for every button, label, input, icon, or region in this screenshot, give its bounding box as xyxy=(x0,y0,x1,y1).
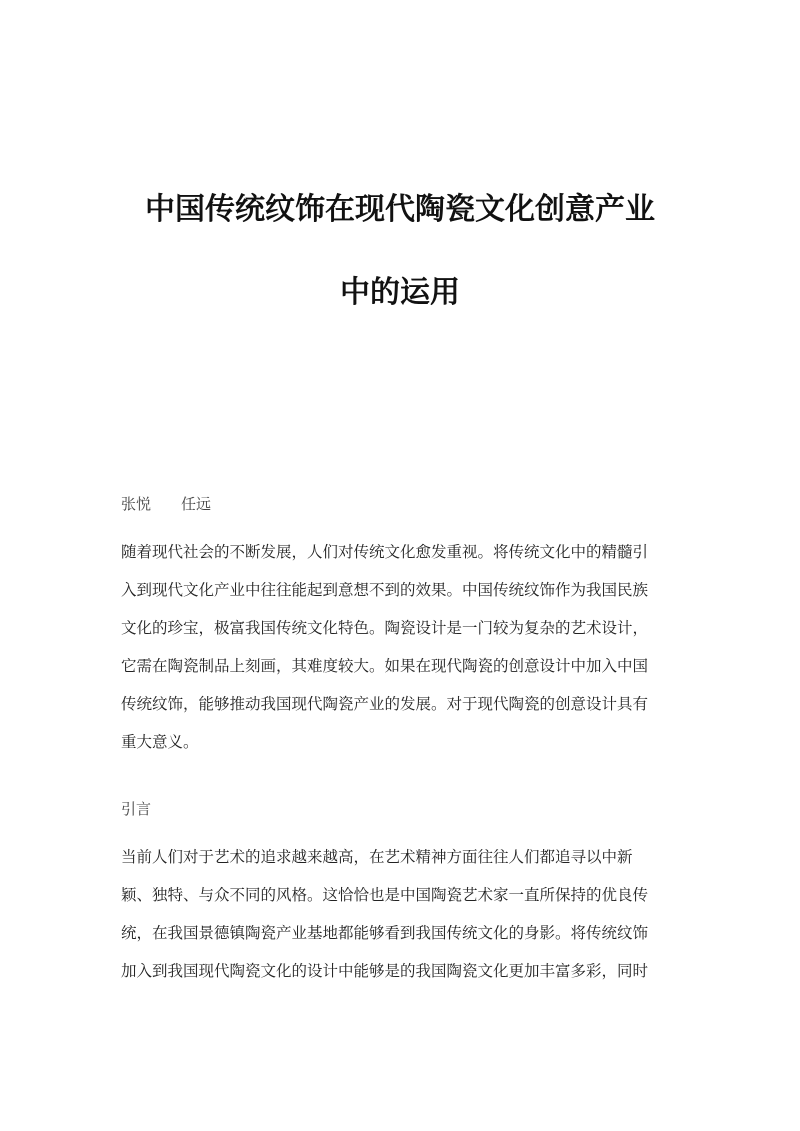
abstract-line: 它需在陶瓷制品上刻画，其难度较大。如果在现代陶瓷的创意设计中加入中国 xyxy=(121,657,649,675)
authors: 张悦 任远 xyxy=(121,495,212,513)
abstract-line: 传统纹饰，能够推动我国现代陶瓷产业的发展。对于现代陶瓷的创意设计具有 xyxy=(121,695,649,713)
abstract-line: 文化的珍宝，极富我国传统文化特色。陶瓷设计是一门较为复杂的艺术设计， xyxy=(121,619,649,637)
abstract-line: 随着现代社会的不断发展，人们对传统文化愈发重视。将传统文化中的精髓引 xyxy=(121,543,649,561)
abstract-line: 入到现代文化产业中往往能起到意想不到的效果。中国传统纹饰作为我国民族 xyxy=(121,581,649,599)
intro-line: 当前人们对于艺术的追求越来越高，在艺术精神方面往往人们都追寻以中新 xyxy=(121,848,633,866)
intro-line: 统，在我国景德镇陶瓷产业基地都能够看到我国传统文化的身影。将传统纹饰 xyxy=(121,924,649,942)
abstract-line: 重大意义。 xyxy=(121,733,199,751)
intro-line: 加入到我国现代陶瓷文化的设计中能够是的我国陶瓷文化更加丰富多彩，同时 xyxy=(121,962,649,980)
document-title-line-1: 中国传统纹饰在现代陶瓷文化创意产业 xyxy=(145,192,655,227)
document-title-line-2: 中的运用 xyxy=(340,275,460,310)
section-heading: 引言 xyxy=(121,800,152,818)
intro-line: 颖、独特、与众不同的风格。这恰恰也是中国陶瓷艺术家一直所保持的优良传 xyxy=(121,886,649,904)
